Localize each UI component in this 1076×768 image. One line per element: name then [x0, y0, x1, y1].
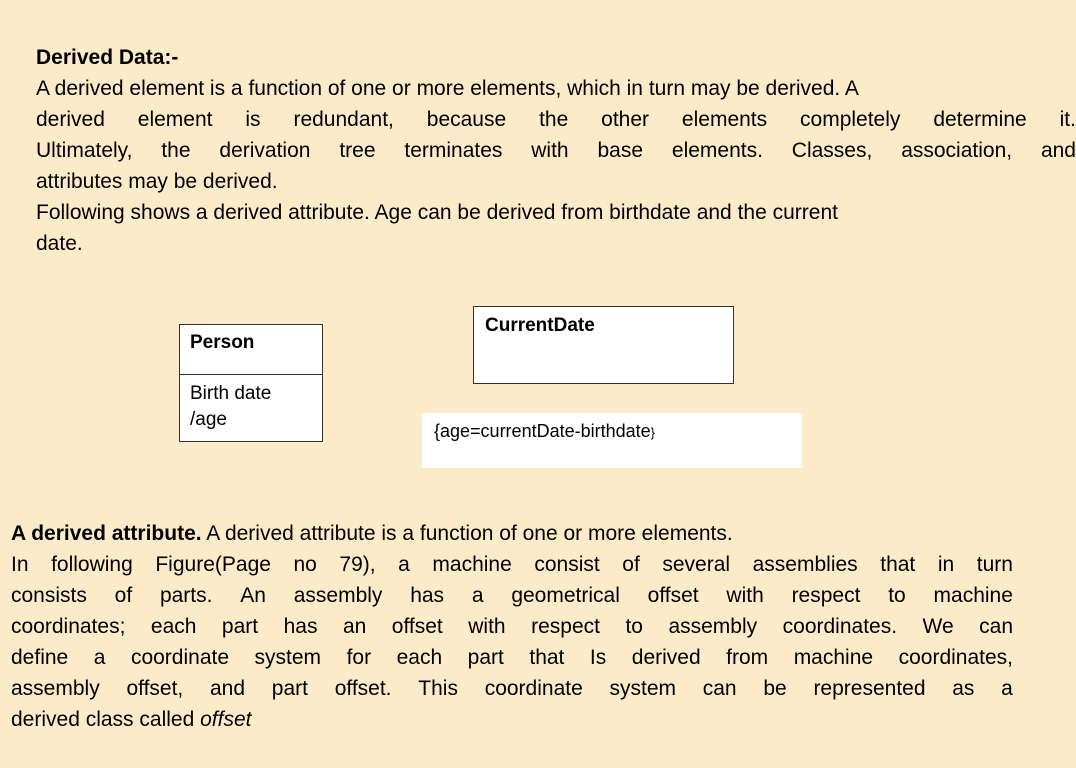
- word: derived: [631, 646, 701, 669]
- word: an: [342, 615, 367, 638]
- uml-class-person: [179, 324, 323, 442]
- word: offset: [647, 584, 699, 607]
- lead-rest-text: A derived attribute is a function of one or more elements.: [201, 522, 733, 545]
- word: assembly: [293, 584, 383, 607]
- word: can: [702, 677, 737, 700]
- attribute-age-derived: /age: [190, 409, 227, 430]
- body-line-justified: [11, 580, 1013, 611]
- word: tree: [339, 139, 376, 162]
- word: elements.: [671, 139, 763, 162]
- class-name: CurrentDate: [485, 315, 595, 336]
- word: a: [398, 553, 410, 576]
- word: assembly: [11, 677, 100, 700]
- attribute-birth-date: Birth date: [190, 383, 272, 404]
- lead-bold-text: A derived attribute.: [11, 522, 202, 545]
- word: with: [468, 615, 506, 638]
- derived-attribute-section: [11, 518, 1013, 735]
- constraint-text: {age=currentDate-birthdate: [434, 421, 651, 441]
- word: consist: [534, 553, 600, 576]
- section-heading: Derived Data:-: [36, 46, 179, 69]
- word: several: [662, 553, 731, 576]
- word: terminates: [404, 139, 503, 162]
- class-name: Person: [180, 325, 322, 375]
- word: part: [271, 677, 308, 700]
- word: each: [150, 615, 197, 638]
- word: completely: [800, 108, 901, 131]
- word: with: [726, 584, 764, 607]
- word: Classes,: [791, 139, 873, 162]
- constraint-note: [422, 413, 802, 468]
- word: coordinates.: [782, 615, 898, 638]
- word: machine: [432, 553, 512, 576]
- word: parts.: [159, 584, 213, 607]
- word: respect: [791, 584, 861, 607]
- word: coordinates;: [11, 615, 126, 638]
- word: of: [114, 584, 133, 607]
- body-line-justified: [11, 549, 1013, 580]
- word: can: [979, 615, 1013, 638]
- word: offset: [391, 615, 443, 638]
- word: In: [11, 553, 29, 576]
- body-line: date.: [36, 232, 83, 255]
- body-line-justified: [11, 611, 1013, 642]
- word: in: [937, 553, 955, 576]
- word: to: [625, 615, 643, 638]
- word: from: [726, 646, 769, 669]
- derived-data-section: [36, 42, 1076, 259]
- word: no: [293, 553, 317, 576]
- word: with: [531, 139, 569, 162]
- last-line-text: derived class called: [11, 708, 201, 731]
- word: elements: [681, 108, 768, 131]
- word: following: [51, 553, 133, 576]
- word: base: [597, 139, 644, 162]
- word: association,: [901, 139, 1013, 162]
- word: has: [283, 615, 318, 638]
- word: An: [240, 584, 266, 607]
- word: represented: [813, 677, 926, 700]
- word: machine: [933, 584, 1013, 607]
- body-line-justified: [36, 135, 1076, 166]
- word: that: [529, 646, 565, 669]
- last-line: [11, 704, 1013, 735]
- word: geometrical: [511, 584, 620, 607]
- word: of: [622, 553, 640, 576]
- word: offset,: [126, 677, 184, 700]
- word: machine: [793, 646, 874, 669]
- word: consists: [11, 584, 87, 607]
- body-line: A derived element is a function of one or more elements, which in turn may be derived. A: [36, 77, 859, 100]
- word: for: [346, 646, 372, 669]
- word: coordinates,: [898, 646, 1013, 669]
- lead-line: [11, 518, 1013, 549]
- word: and: [1040, 139, 1076, 162]
- word: a: [1001, 677, 1013, 700]
- word: Ultimately,: [36, 139, 133, 162]
- word: assembly: [668, 615, 758, 638]
- body-line-justified: [11, 673, 1013, 704]
- constraint-brace: }: [650, 425, 655, 440]
- body-line: Following shows a derived attribute. Age can be derived from birthdate and the current: [36, 201, 838, 224]
- word: We: [922, 615, 954, 638]
- word: system: [254, 646, 322, 669]
- word: respect: [531, 615, 600, 638]
- word: coordinate: [484, 677, 583, 700]
- word: other: [601, 108, 650, 131]
- word: it.: [1059, 108, 1076, 131]
- word: Figure(Page: [155, 553, 271, 576]
- word: be: [763, 677, 787, 700]
- word: has: [410, 584, 445, 607]
- word: derived: [36, 108, 105, 131]
- word: a: [471, 584, 484, 607]
- word: part: [221, 615, 259, 638]
- word: a: [93, 646, 106, 669]
- word: to: [888, 584, 906, 607]
- word: as: [952, 677, 975, 700]
- offset-term: offset: [200, 708, 252, 731]
- word: the: [539, 108, 569, 131]
- word: Is: [589, 646, 607, 669]
- word: define: [11, 646, 69, 669]
- word: is: [245, 108, 261, 131]
- word: element: [137, 108, 213, 131]
- uml-class-currentdate: [473, 306, 734, 384]
- word: redundant,: [293, 108, 394, 131]
- word: assemblies: [752, 553, 858, 576]
- class-attributes: [180, 375, 322, 433]
- word: the: [161, 139, 191, 162]
- body-line: attributes may be derived.: [36, 170, 278, 193]
- body-line-justified: [11, 642, 1013, 673]
- word: turn: [976, 553, 1013, 576]
- word: This: [418, 677, 458, 700]
- word: and: [210, 677, 246, 700]
- word: part: [467, 646, 504, 669]
- word: determine: [933, 108, 1027, 131]
- word: because: [426, 108, 507, 131]
- word: each: [396, 646, 443, 669]
- word: that: [880, 553, 916, 576]
- word: coordinate: [130, 646, 230, 669]
- word: derivation: [219, 139, 311, 162]
- word: offset.: [334, 677, 392, 700]
- word: 79),: [339, 553, 376, 576]
- word: system: [609, 677, 677, 700]
- body-line-justified: [36, 104, 1076, 135]
